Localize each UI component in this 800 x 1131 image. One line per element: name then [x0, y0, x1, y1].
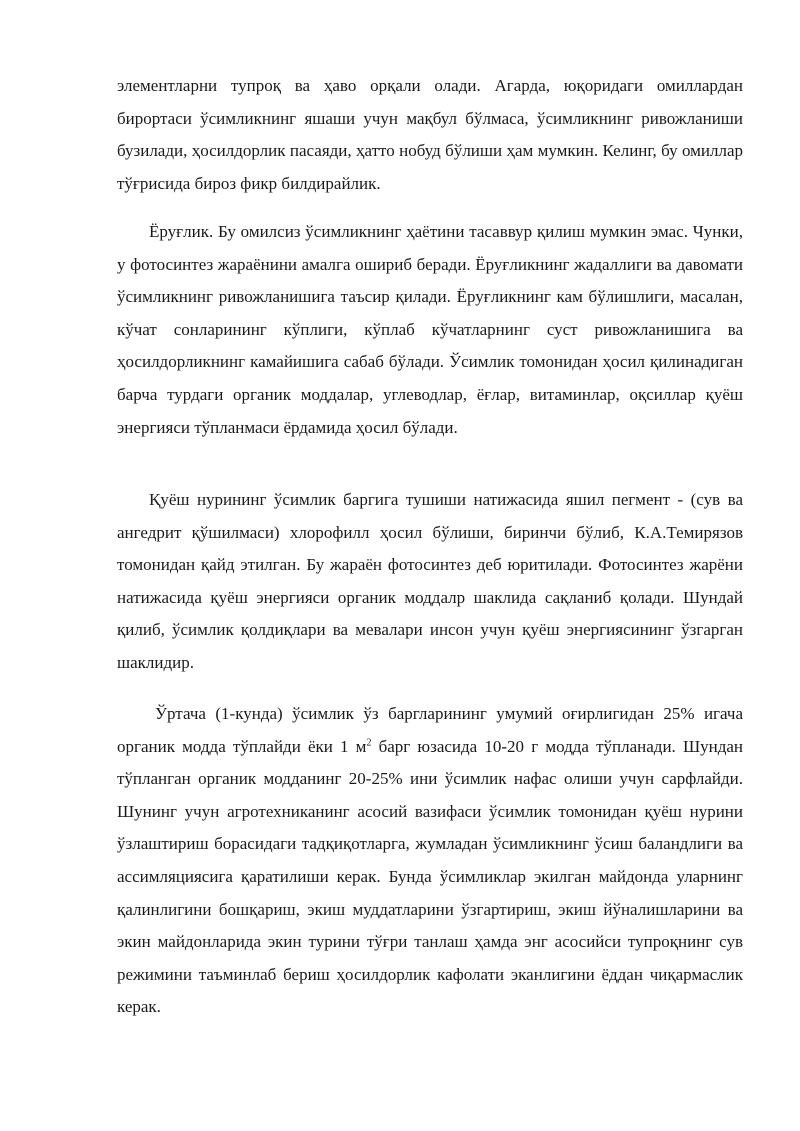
paragraph-1: элементларни тупроқ ва ҳаво орқали олади. Агарда, юқоридаги омиллардан бирортаси ўсимликнинг яшаши учун мақбул бўлмаса, ўсимликнинг ривожланиши бузилади, ҳосилдорлик пасаяди, ҳатто нобуд бўлиши ҳам мумкин. Келинг, бу омиллар тўғрисида бироз фикр билдирайлик. [117, 76, 743, 193]
paragraph-4-text-start: Ўртача (1-кунда) ўсимлик ўз баргларининг умумий оғирлигидан 25% игача органик модда тўплайди ёки 1 м [117, 704, 743, 756]
paragraph-2: Ёруғлик. Бу омилсиз ўсимликнинг ҳаётини тасаввур қилиш мумкин эмас. Чунки, у фотосинтез жараёнини амалга ошириб беради. Ёруғликнинг жадаллиги ва давомати ўсимликнинг ривожланишига таъсир қилади. Ёруғликнинг кам бўлишлиги, масалан, кўчат сонларининг кўплиги, кўплаб кўчатларнинг суст ривожланишига ва ҳосилдорликнинг камайишига сабаб бўлади. Ўсимлик томонидан ҳосил қилинадиган барча турдаги органик моддалар, углеводлар, ёғлар, витаминлар, оқсиллар қуёш энергияси тўпланмаси ёрдамида ҳосил бўлади. [117, 222, 743, 437]
paragraph-4-text-end: барг юзасида 10-20 г модда тўпланади. Шундан тўпланган органик модданинг 20-25% ини ўсимлик нафас олиши учун сарфлайди. Шунинг учун агротехниканинг асосий вазифаси ўсимлик томонидан қуёш нурини ўзлаштириш борасидаги тадқиқотларга, жумладан ўсимликнинг ўсиш баландлиги ва ассимляциясига қаратилиши керак. Бунда ўсимликлар экилган майдонда уларнинг қалинлигини бошқариш, экиш муддатларини ўзгартириш, экиш йўналишларини ва экин майдонларида экин турини тўғри танлаш ҳамда энг асосийси тупроқнинг сув режимини таъминлаб бериш ҳосилдорлик кафолати эканлигини ёддан чиқармаслик керак. [117, 736, 743, 1017]
paragraph-4 [117, 698, 743, 1024]
paragraph-3: Қуёш нурининг ўсимлик баргига тушиши натижасида яшил пегмент - (сув ва ангедрит қўшилмаси) хлорофилл ҳосил бўлиши, биринчи бўлиб, К.А.Темирязов томонидан қайд этилган. Бу жараён фотосинтез деб юритилади. Фотосинтез жарёни натижасида қуёш энергияси органик моддалр шаклида сақланиб қолади. Шундай қилиб, ўсимлик қолдиқлари ва мевалари инсон учун қуёш энергиясининг ўзгарган шаклидир. [117, 490, 743, 672]
square-meter-superscript: 2 [366, 736, 372, 748]
